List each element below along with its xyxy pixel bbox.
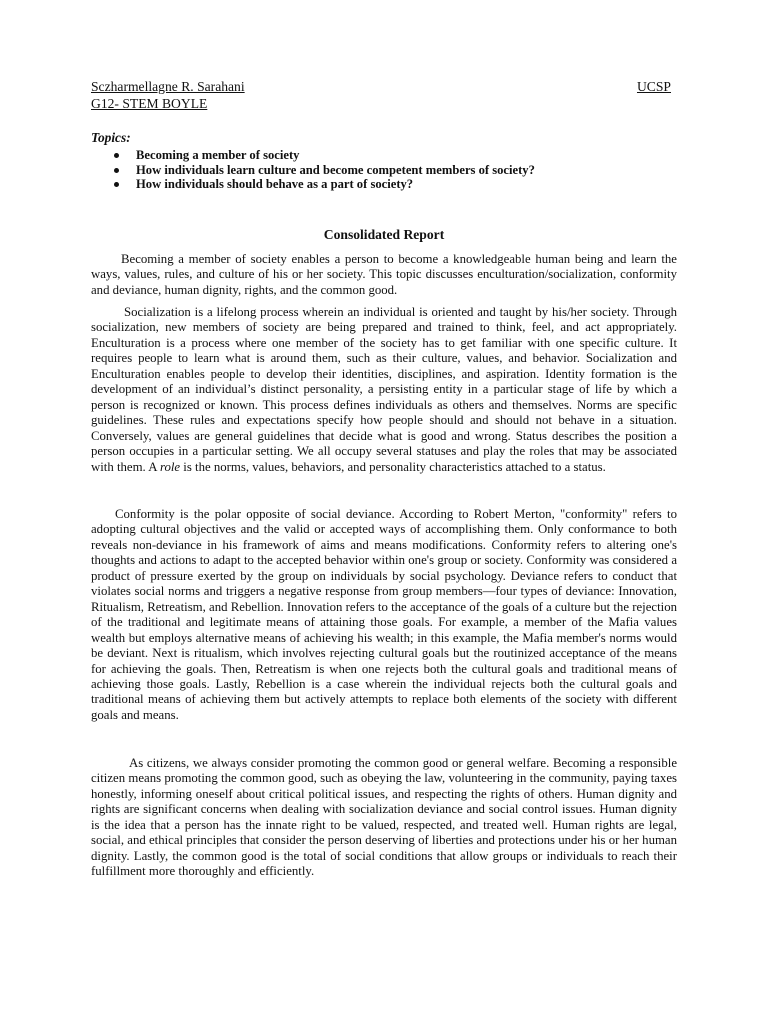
paragraph-common-good: As citizens, we always consider promoting the common good or general welfare. Becoming a responsible citizen means promoting the common good, such as obeying the law, volunteering in the community, paying taxes honestly, informing oneself about critical political issues, and respecting the rights of others. Human dignity and rights are significant concerns when dealing with socialization deviance and social control issues. Human dignity is the idea that a person has the innate right to be valued, respected, and treated well. Human rights are legal, social, and ethical principles that consider the person deserving of liberties and protections under his or her human dignity. Lastly, the common good is the total of social conditions that allow groups or individuals to reach their fulfillment more thoroughly and efficiently. [91,756,677,879]
bullet-icon [114,182,119,187]
author-name: Sczharmellagne R. Sarahani [91,79,245,94]
emphasized-term: role [159,459,181,474]
report-title: Consolidated Report [323,227,445,242]
topic-item [112,148,535,163]
topic-item [112,163,535,178]
paragraph-text: Socialization is a lifelong process wherein an individual is oriented and taught by his/her society. Through socialization, new members of society are being prepared and trained to think, feel, and act appropriately. Enculturation is a process where one member of the society has to get familiar with one specific culture. It requires people to learn what is around them, such as their culture, values, and behavior. Socialization and Enculturation enables people to develop their identities, disciplines, and aspiration. Identity formation is the development of an individual’s distinct personality, a persisting entity in a particular stage of life by which a person is recognized or known. This process defines individuals as others and themselves. Norms are specific guidelines. These rules and expectations specify how people should and should not behave in a situation. Conversely, values are general guidelines that decide what is good and wrong. Status describes the position a person occupies in a particular setting. We all occupy several statuses and play the roles that may be associated with them. A [91,305,677,474]
topic-text: Becoming a member of society [136,148,300,162]
paragraph-socialization [91,305,677,475]
grade-section: G12- STEM BOYLE [91,96,208,111]
bullet-icon [114,168,119,173]
topic-text: How individuals learn culture and become competent members of society? [136,162,535,177]
paragraph-introduction: Becoming a member of society enables a person to become a knowledgeable human being and learn the ways, values, rules, and culture of his or her society. This topic discusses enculturation/socialization, conformity and deviance, human dignity, rights, and the common good. [91,252,677,297]
topic-item [112,177,535,192]
school-subject: UCSP [636,79,671,94]
topics-list [112,148,535,192]
paragraph-conformity-deviance: Conformity is the polar opposite of social deviance. According to Robert Merton, "conformity" refers to adopting cultural objectives and the valid or accepted ways of accomplishing them. Only conformance to both reveals non-deviance in his framework of aims and means modifications. Conformity refers to altering one's thoughts and actions to adapt to the accepted behavior within one's group or society. Conformity was considered a product of pressure exerted by the group on individuals by social psychology. Deviance refers to conduct that violates social norms and triggers a negative response from group members—four types of deviance: Innovation, Ritualism, Retreatism, and Rebellion. Innovation refers to the acceptance of the goals of a culture but the rejection of the traditional and legitimate means of attaining those goals. For example, a member of the Mafia values wealth but employs alternative means of achieving his wealth; in this example, the Mafia member's norms would be deviant. Next is ritualism, which involves rejecting cultural goals but the routinized acceptance of the means for achieving the goals. Then, Retreatism is when one rejects both the cultural goals and traditional means of achieving those goals. Lastly, Rebellion is a case wherein the individual rejects both the cultural goals and traditional means of achieving them but actively attempts to replace both elements of the society with different goals and means. [91,507,677,722]
bullet-icon [114,153,119,158]
topic-text: How individuals should behave as a part of society? [136,177,414,192]
paragraph-text: is the norms, values, behaviors, and personality characteristics attached to a status. [180,459,606,474]
topics-label: Topics: [91,130,131,145]
